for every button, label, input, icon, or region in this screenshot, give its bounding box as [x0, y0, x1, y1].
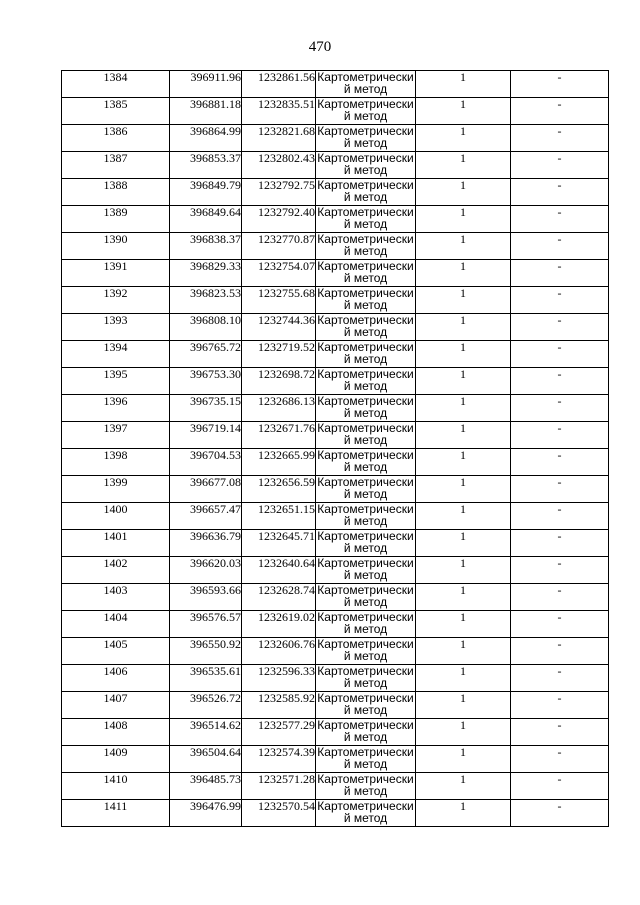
point-number-cell: 1387: [62, 152, 170, 179]
method-cell: [316, 341, 416, 368]
dash-cell: -: [511, 476, 609, 503]
y-coordinate-cell: 1232645.71: [242, 530, 316, 557]
method-line-2: й метод: [343, 811, 388, 825]
table-row: [62, 152, 609, 179]
method-cell: [316, 746, 416, 773]
method-line-2: й метод: [343, 217, 388, 231]
y-coordinate-cell: 1232656.59: [242, 476, 316, 503]
method-cell: [316, 449, 416, 476]
method-cell: [316, 503, 416, 530]
method-line-2: й метод: [343, 784, 388, 798]
table-row: [62, 314, 609, 341]
count-cell: 1: [416, 530, 511, 557]
method-line-2: й метод: [343, 163, 388, 177]
method-line-1: Картометрически: [317, 70, 414, 84]
method-line-1: Картометрически: [317, 475, 414, 489]
table-row: [62, 746, 609, 773]
point-number-cell: 1396: [62, 395, 170, 422]
x-coordinate-cell: 396881.18: [170, 98, 242, 125]
x-coordinate-cell: 396829.33: [170, 260, 242, 287]
y-coordinate-cell: 1232577.29: [242, 719, 316, 746]
point-number-cell: 1391: [62, 260, 170, 287]
count-cell: 1: [416, 746, 511, 773]
dash-cell: -: [511, 557, 609, 584]
count-cell: 1: [416, 71, 511, 98]
method-line-1: Картометрически: [317, 772, 414, 786]
method-line-1: Картометрически: [317, 583, 414, 597]
y-coordinate-cell: 1232719.52: [242, 341, 316, 368]
method-line-2: й метод: [343, 676, 388, 690]
point-number-cell: 1401: [62, 530, 170, 557]
method-line-2: й метод: [343, 757, 388, 771]
table-row: [62, 125, 609, 152]
dash-cell: -: [511, 665, 609, 692]
dash-cell: -: [511, 584, 609, 611]
point-number-cell: 1385: [62, 98, 170, 125]
point-number-cell: 1409: [62, 746, 170, 773]
method-line-2: й метод: [343, 460, 388, 474]
method-cell: [316, 638, 416, 665]
count-cell: 1: [416, 422, 511, 449]
y-coordinate-cell: 1232571.28: [242, 773, 316, 800]
method-line-1: Картометрически: [317, 124, 414, 138]
dash-cell: -: [511, 449, 609, 476]
y-coordinate-cell: 1232628.74: [242, 584, 316, 611]
method-cell: [316, 314, 416, 341]
table-row: [62, 206, 609, 233]
count-cell: 1: [416, 692, 511, 719]
method-line-1: Картометрически: [317, 745, 414, 759]
method-cell: [316, 368, 416, 395]
method-line-1: Картометрически: [317, 340, 414, 354]
y-coordinate-cell: 1232770.87: [242, 233, 316, 260]
method-cell: [316, 287, 416, 314]
method-line-1: Картометрически: [317, 448, 414, 462]
method-line-1: Картометрически: [317, 691, 414, 705]
point-number-cell: 1407: [62, 692, 170, 719]
table-row: [62, 773, 609, 800]
point-number-cell: 1400: [62, 503, 170, 530]
method-line-1: Картометрически: [317, 286, 414, 300]
method-line-2: й метод: [343, 244, 388, 258]
method-cell: [316, 773, 416, 800]
count-cell: 1: [416, 287, 511, 314]
count-cell: 1: [416, 665, 511, 692]
x-coordinate-cell: 396753.30: [170, 368, 242, 395]
point-number-cell: 1395: [62, 368, 170, 395]
y-coordinate-cell: 1232619.02: [242, 611, 316, 638]
x-coordinate-cell: 396514.62: [170, 719, 242, 746]
method-line-2: й метод: [343, 406, 388, 420]
dash-cell: -: [511, 314, 609, 341]
y-coordinate-cell: 1232686.13: [242, 395, 316, 422]
table-row: [62, 287, 609, 314]
method-cell: [316, 800, 416, 827]
table-row: [62, 611, 609, 638]
method-line-1: Картометрически: [317, 259, 414, 273]
method-line-2: й метод: [343, 298, 388, 312]
table-row: [62, 503, 609, 530]
method-line-2: й метод: [343, 271, 388, 285]
x-coordinate-cell: 396853.37: [170, 152, 242, 179]
table-row: [62, 638, 609, 665]
count-cell: 1: [416, 611, 511, 638]
x-coordinate-cell: 396504.64: [170, 746, 242, 773]
method-cell: [316, 98, 416, 125]
y-coordinate-cell: 1232570.54: [242, 800, 316, 827]
dash-cell: -: [511, 260, 609, 287]
x-coordinate-cell: 396677.08: [170, 476, 242, 503]
table-row: [62, 71, 609, 98]
count-cell: 1: [416, 584, 511, 611]
y-coordinate-cell: 1232640.64: [242, 557, 316, 584]
count-cell: 1: [416, 152, 511, 179]
table-row: [62, 719, 609, 746]
point-number-cell: 1398: [62, 449, 170, 476]
table-row: [62, 530, 609, 557]
y-coordinate-cell: 1232665.99: [242, 449, 316, 476]
point-number-cell: 1403: [62, 584, 170, 611]
count-cell: 1: [416, 395, 511, 422]
x-coordinate-cell: 396636.79: [170, 530, 242, 557]
point-number-cell: 1394: [62, 341, 170, 368]
dash-cell: -: [511, 287, 609, 314]
y-coordinate-cell: 1232574.39: [242, 746, 316, 773]
method-line-1: Картометрически: [317, 205, 414, 219]
method-line-1: Картометрически: [317, 529, 414, 543]
table-row: [62, 179, 609, 206]
method-cell: [316, 125, 416, 152]
method-cell: [316, 233, 416, 260]
dash-cell: -: [511, 341, 609, 368]
table-row: [62, 98, 609, 125]
table-row: [62, 557, 609, 584]
method-cell: [316, 530, 416, 557]
x-coordinate-cell: 396735.15: [170, 395, 242, 422]
method-line-1: Картометрически: [317, 637, 414, 651]
method-line-1: Картометрически: [317, 232, 414, 246]
method-cell: [316, 206, 416, 233]
x-coordinate-cell: 396550.92: [170, 638, 242, 665]
method-cell: [316, 71, 416, 98]
dash-cell: -: [511, 98, 609, 125]
x-coordinate-cell: 396593.66: [170, 584, 242, 611]
point-number-cell: 1393: [62, 314, 170, 341]
y-coordinate-cell: 1232698.72: [242, 368, 316, 395]
y-coordinate-cell: 1232835.51: [242, 98, 316, 125]
dash-cell: -: [511, 152, 609, 179]
dash-cell: -: [511, 233, 609, 260]
method-line-2: й метод: [343, 487, 388, 501]
point-number-cell: 1405: [62, 638, 170, 665]
x-coordinate-cell: 396576.57: [170, 611, 242, 638]
method-cell: [316, 476, 416, 503]
y-coordinate-cell: 1232596.33: [242, 665, 316, 692]
method-line-2: й метод: [343, 109, 388, 123]
table-body: [62, 71, 609, 827]
count-cell: 1: [416, 260, 511, 287]
dash-cell: -: [511, 773, 609, 800]
x-coordinate-cell: 396526.72: [170, 692, 242, 719]
table-row: [62, 476, 609, 503]
x-coordinate-cell: 396849.64: [170, 206, 242, 233]
table-row: [62, 800, 609, 827]
method-cell: [316, 692, 416, 719]
count-cell: 1: [416, 98, 511, 125]
point-number-cell: 1388: [62, 179, 170, 206]
y-coordinate-cell: 1232755.68: [242, 287, 316, 314]
dash-cell: -: [511, 719, 609, 746]
count-cell: 1: [416, 719, 511, 746]
count-cell: 1: [416, 800, 511, 827]
count-cell: 1: [416, 503, 511, 530]
table-row: [62, 449, 609, 476]
method-line-1: Картометрически: [317, 97, 414, 111]
method-line-2: й метод: [343, 325, 388, 339]
y-coordinate-cell: 1232606.76: [242, 638, 316, 665]
method-line-1: Картометрически: [317, 799, 414, 813]
count-cell: 1: [416, 773, 511, 800]
method-line-2: й метод: [343, 568, 388, 582]
dash-cell: -: [511, 368, 609, 395]
method-line-2: й метод: [343, 622, 388, 636]
method-line-2: й метод: [343, 703, 388, 717]
x-coordinate-cell: 396719.14: [170, 422, 242, 449]
method-cell: [316, 179, 416, 206]
x-coordinate-cell: 396823.53: [170, 287, 242, 314]
method-line-1: Картометрически: [317, 394, 414, 408]
x-coordinate-cell: 396657.47: [170, 503, 242, 530]
dash-cell: -: [511, 395, 609, 422]
method-line-1: Картометрически: [317, 502, 414, 516]
method-line-2: й метод: [343, 136, 388, 150]
y-coordinate-cell: 1232754.07: [242, 260, 316, 287]
y-coordinate-cell: 1232585.92: [242, 692, 316, 719]
point-number-cell: 1386: [62, 125, 170, 152]
table-row: [62, 422, 609, 449]
coordinates-table: [61, 70, 609, 827]
method-line-1: Картометрически: [317, 556, 414, 570]
count-cell: 1: [416, 476, 511, 503]
x-coordinate-cell: 396765.72: [170, 341, 242, 368]
method-cell: [316, 422, 416, 449]
point-number-cell: 1411: [62, 800, 170, 827]
dash-cell: -: [511, 692, 609, 719]
dash-cell: -: [511, 746, 609, 773]
method-line-2: й метод: [343, 730, 388, 744]
x-coordinate-cell: 396485.73: [170, 773, 242, 800]
x-coordinate-cell: 396476.99: [170, 800, 242, 827]
method-cell: [316, 260, 416, 287]
table-row: [62, 368, 609, 395]
method-line-1: Картометрически: [317, 664, 414, 678]
method-line-2: й метод: [343, 190, 388, 204]
point-number-cell: 1390: [62, 233, 170, 260]
method-line-2: й метод: [343, 379, 388, 393]
method-line-1: Картометрически: [317, 421, 414, 435]
method-line-2: й метод: [343, 352, 388, 366]
x-coordinate-cell: 396535.61: [170, 665, 242, 692]
dash-cell: -: [511, 611, 609, 638]
y-coordinate-cell: 1232651.15: [242, 503, 316, 530]
method-line-1: Картометрически: [317, 151, 414, 165]
point-number-cell: 1404: [62, 611, 170, 638]
dash-cell: -: [511, 638, 609, 665]
dash-cell: -: [511, 179, 609, 206]
count-cell: 1: [416, 368, 511, 395]
table-row: [62, 665, 609, 692]
y-coordinate-cell: 1232792.75: [242, 179, 316, 206]
method-line-2: й метод: [343, 541, 388, 555]
count-cell: 1: [416, 179, 511, 206]
count-cell: 1: [416, 341, 511, 368]
y-coordinate-cell: 1232802.43: [242, 152, 316, 179]
table-row: [62, 341, 609, 368]
method-line-2: й метод: [343, 433, 388, 447]
count-cell: 1: [416, 314, 511, 341]
point-number-cell: 1389: [62, 206, 170, 233]
count-cell: 1: [416, 449, 511, 476]
y-coordinate-cell: 1232861.56: [242, 71, 316, 98]
method-line-2: й метод: [343, 649, 388, 663]
point-number-cell: 1406: [62, 665, 170, 692]
count-cell: 1: [416, 638, 511, 665]
dash-cell: -: [511, 800, 609, 827]
method-line-1: Картометрически: [317, 178, 414, 192]
x-coordinate-cell: 396808.10: [170, 314, 242, 341]
y-coordinate-cell: 1232792.40: [242, 206, 316, 233]
method-cell: [316, 665, 416, 692]
y-coordinate-cell: 1232744.36: [242, 314, 316, 341]
point-number-cell: 1402: [62, 557, 170, 584]
point-number-cell: 1410: [62, 773, 170, 800]
x-coordinate-cell: 396864.99: [170, 125, 242, 152]
point-number-cell: 1384: [62, 71, 170, 98]
point-number-cell: 1408: [62, 719, 170, 746]
table-row: [62, 260, 609, 287]
count-cell: 1: [416, 206, 511, 233]
method-line-1: Картометрически: [317, 313, 414, 327]
table-row: [62, 395, 609, 422]
y-coordinate-cell: 1232821.68: [242, 125, 316, 152]
table-row: [62, 692, 609, 719]
dash-cell: -: [511, 530, 609, 557]
table-row: [62, 584, 609, 611]
y-coordinate-cell: 1232671.76: [242, 422, 316, 449]
table-row: [62, 233, 609, 260]
method-line-2: й метод: [343, 82, 388, 96]
method-line-1: Картометрически: [317, 367, 414, 381]
x-coordinate-cell: 396620.03: [170, 557, 242, 584]
x-coordinate-cell: 396704.53: [170, 449, 242, 476]
method-cell: [316, 395, 416, 422]
method-line-2: й метод: [343, 595, 388, 609]
point-number-cell: 1399: [62, 476, 170, 503]
dash-cell: -: [511, 503, 609, 530]
method-cell: [316, 557, 416, 584]
method-line-1: Картометрически: [317, 718, 414, 732]
page-number: 470: [308, 39, 332, 55]
method-cell: [316, 152, 416, 179]
dash-cell: -: [511, 125, 609, 152]
method-line-2: й метод: [343, 514, 388, 528]
point-number-cell: 1397: [62, 422, 170, 449]
x-coordinate-cell: 396849.79: [170, 179, 242, 206]
point-number-cell: 1392: [62, 287, 170, 314]
dash-cell: -: [511, 206, 609, 233]
dash-cell: -: [511, 422, 609, 449]
x-coordinate-cell: 396911.96: [170, 71, 242, 98]
method-line-1: Картометрически: [317, 610, 414, 624]
count-cell: 1: [416, 557, 511, 584]
method-cell: [316, 719, 416, 746]
method-cell: [316, 584, 416, 611]
method-cell: [316, 611, 416, 638]
x-coordinate-cell: 396838.37: [170, 233, 242, 260]
count-cell: 1: [416, 233, 511, 260]
dash-cell: -: [511, 71, 609, 98]
count-cell: 1: [416, 125, 511, 152]
